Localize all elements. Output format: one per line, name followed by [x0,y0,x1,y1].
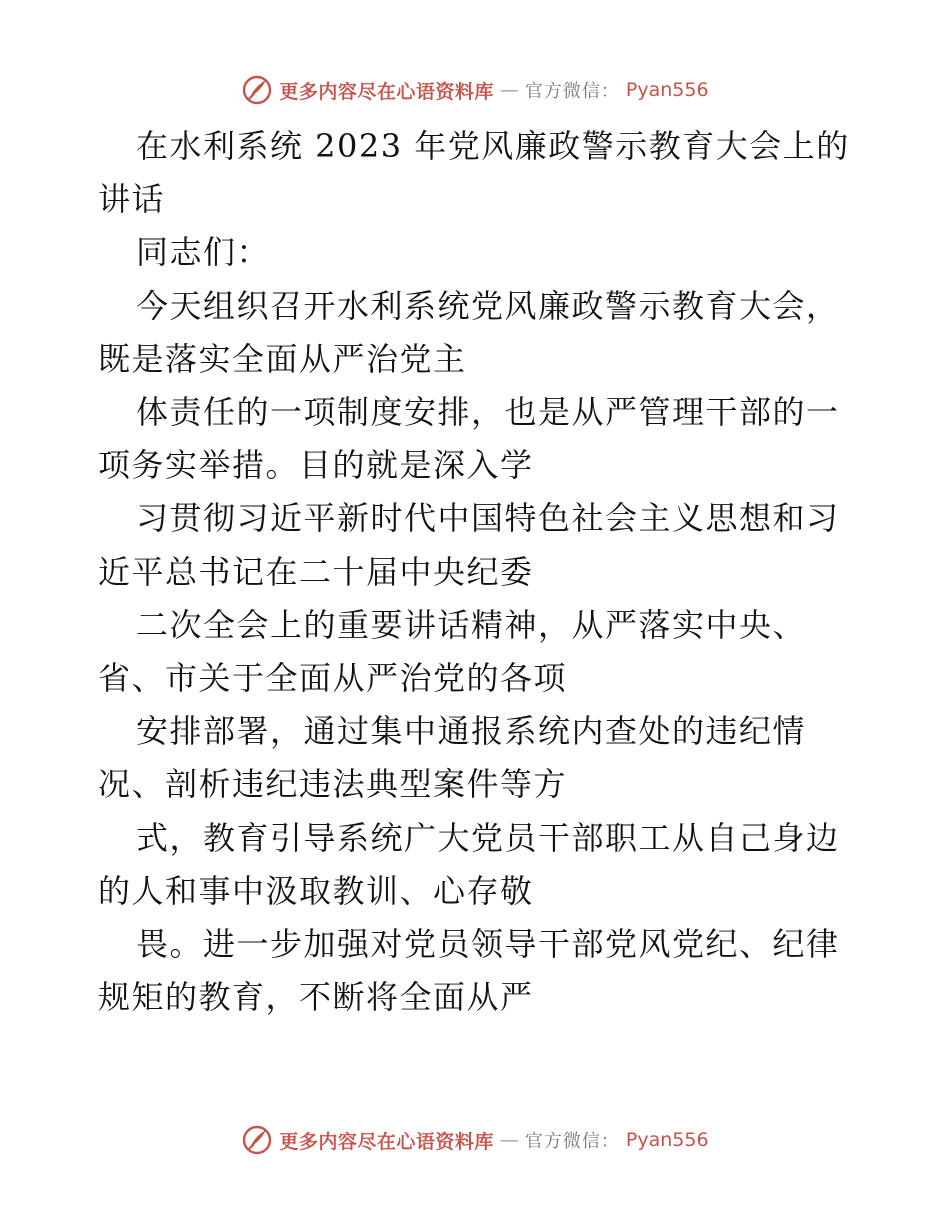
salutation [98,226,858,279]
document-title [98,120,858,226]
title-line: 在水利系统 2023 年党风廉政警示教育大会上的 [136,127,850,165]
paragraph [98,599,858,705]
header-watermark [0,68,950,112]
paragraph [98,918,858,1024]
watermark-wechat-id: Pyan556 [625,1129,709,1151]
paragraph-line: 省、市关于全面从严治党的各项 [98,659,568,698]
document-body [98,120,858,1024]
quill-logo-icon [241,1124,273,1156]
paragraph-line: 项务实举措。目的就是深入学 [98,446,534,485]
paragraph-line: 近平总书记在二十届中央纪委 [98,552,534,591]
paragraph-line: 体责任的一项制度安排，也是从严管理干部的一 [136,393,840,432]
paragraph-line: 习贯彻习近平新时代中国特色社会主义思想和习 [136,499,840,538]
paragraph [98,492,858,598]
paragraph [98,280,858,386]
watermark-text: 更多内容尽在心语资料库 [279,1130,494,1153]
paragraph-line: 畏。进一步加强对党员领导干部党风党纪、纪律 [136,925,840,964]
paragraph-line: 今天组织召开水利系统党风廉政警示教育大会， [136,286,840,325]
paragraph [98,386,858,492]
title-line: 讲话 [98,180,166,219]
watermark-text: 更多内容尽在心语资料库 [279,80,494,103]
footer-watermark [0,1118,950,1162]
paragraph [98,705,858,811]
paragraph-line: 二次全会上的重要讲话精神，从严落实中央、 [136,605,807,644]
watermark-dash: — [499,1129,519,1151]
paragraph-line: 安排部署，通过集中通报系统内查处的违纪情 [136,712,807,751]
quill-logo-icon [241,74,273,106]
watermark-wechat-id: Pyan556 [625,79,709,101]
paragraph-line: 既是落实全面从严治党主 [98,339,467,378]
watermark-wechat-label: 官方微信： [524,1131,620,1152]
watermark-wechat-label: 官方微信： [524,81,620,102]
watermark-dash: — [499,79,519,101]
salutation-text: 同志们： [136,233,271,272]
paragraph-line: 的人和事中汲取教训、心存敬 [98,871,534,910]
paragraph-line: 规矩的教育，不断将全面从严 [98,978,534,1017]
paragraph [98,812,858,918]
paragraph-line: 况、剖析违纪违法典型案件等方 [98,765,568,804]
paragraph-line: 式，教育引导系统广大党员干部职工从自己身边 [136,818,840,857]
